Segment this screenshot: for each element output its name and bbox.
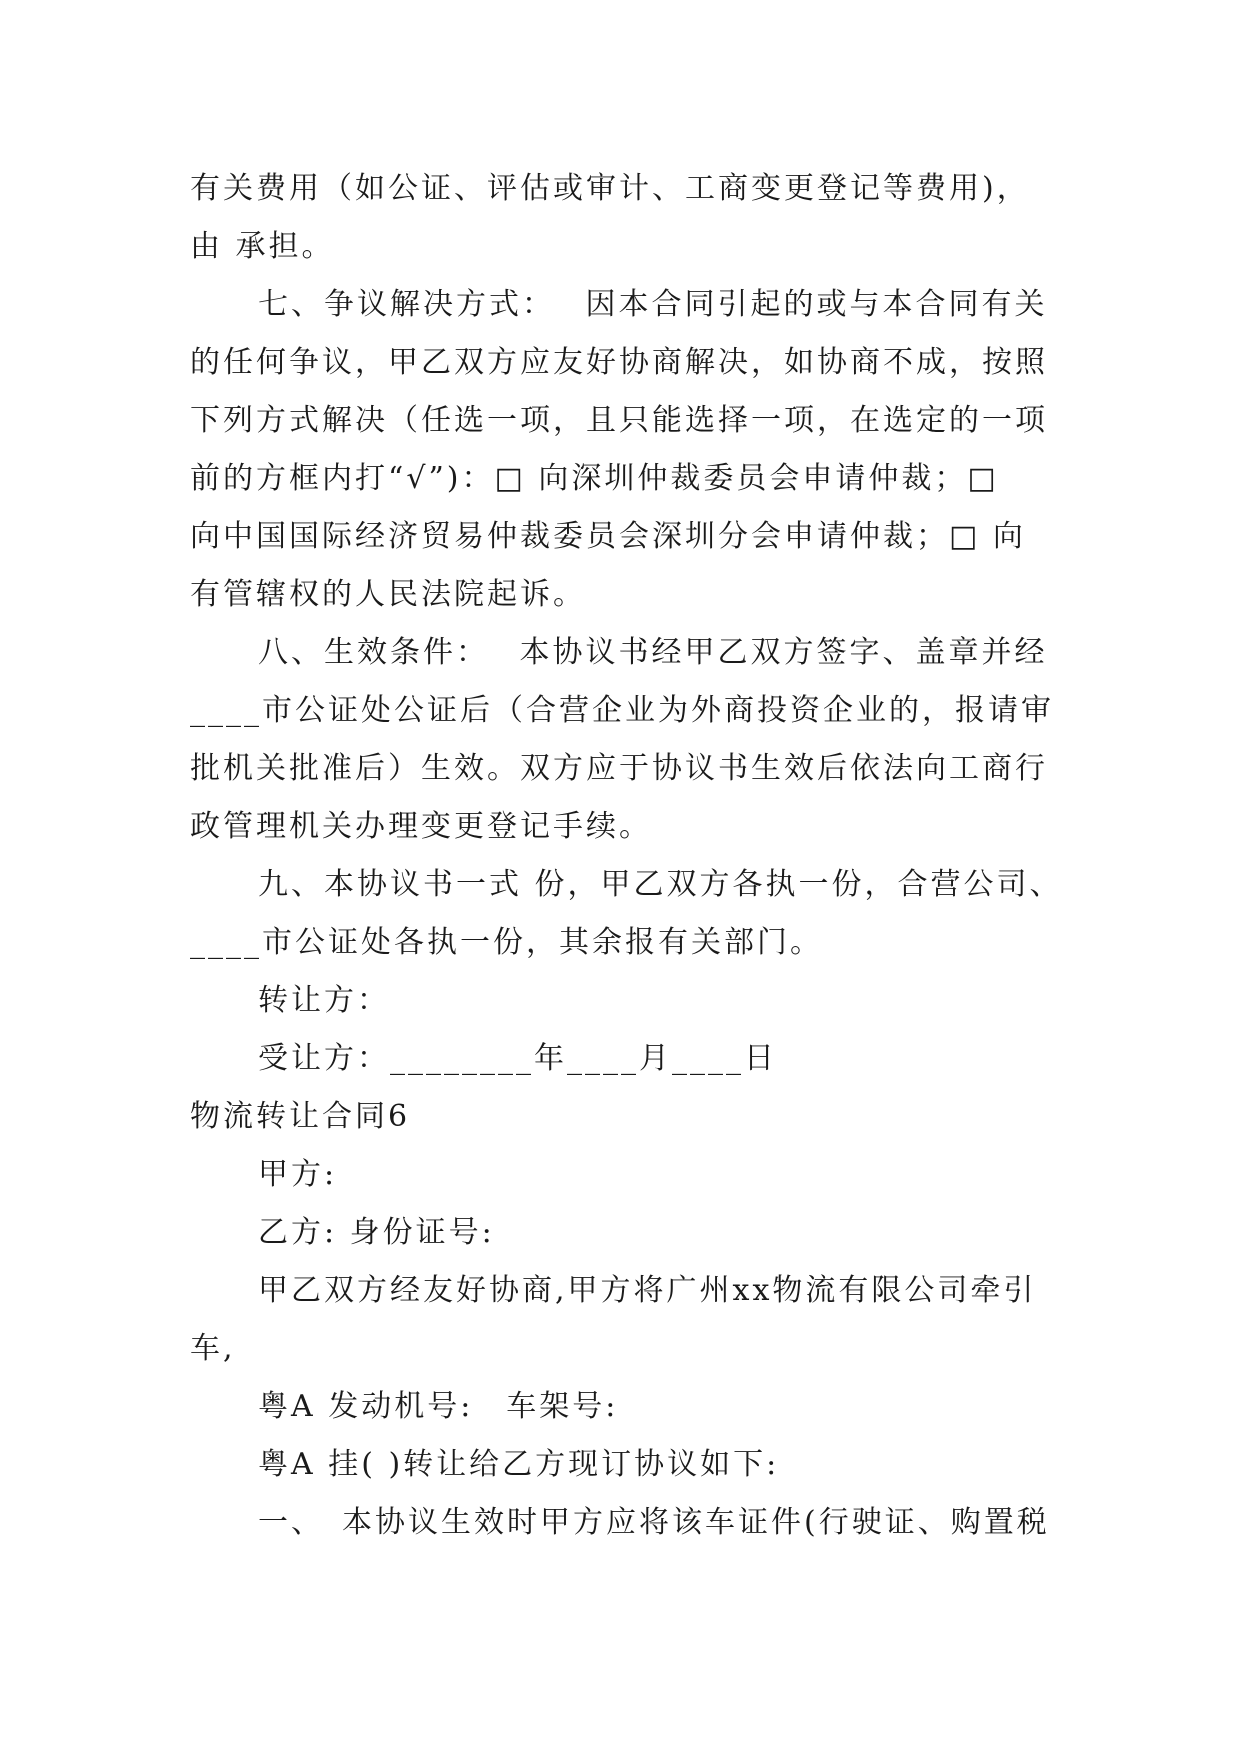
- text-line: 批机关批准后）生效。双方应于协议书生效后依法向工商行: [190, 751, 1048, 786]
- text-line: 甲乙双方经友好协商,甲方将广州xx物流有限公司牵引: [258, 1273, 1037, 1308]
- text-line: 有关费用（如公证、评估或审计、工商变更登记等费用)，: [190, 171, 1030, 206]
- vehicle-engine-line: 粤A 发动机号: 车架号:: [258, 1389, 619, 1424]
- section-heading-line: 九、本协议书一式 份，甲乙双方各执一份，合营公司、: [258, 867, 1063, 902]
- clause-one-line: 一、 本协议生效时甲方应将该车证件(行驶证、购置税: [258, 1505, 1050, 1540]
- text-line: 政管理机关办理变更登记手续。: [190, 809, 652, 844]
- signature-transferee-date-line: 受让方：________年____月____日: [258, 1041, 777, 1076]
- document-body: [190, 160, 1063, 1552]
- text-line: ____市公证处公证后（合营企业为外商投资企业的，报请审: [190, 693, 1054, 728]
- text-line: 前的方框内打“√”)：□ 向深圳仲裁委员会申请仲裁；□: [190, 461, 999, 496]
- text-line: 向中国国际经济贸易仲裁委员会深圳分会申请仲裁；□ 向: [190, 519, 1026, 554]
- section-heading-line: 七、争议解决方式： 因本合同引起的或与本合同有关: [258, 287, 1048, 322]
- text-line: 有管辖权的人民法院起诉。: [190, 577, 586, 612]
- party-b-line: 乙方: 身份证号:: [258, 1215, 495, 1250]
- text-line: 车,: [190, 1331, 236, 1366]
- contract-title: 物流转让合同6: [190, 1099, 411, 1134]
- section-heading-line: 八、生效条件： 本协议书经甲乙双方签字、盖章并经: [258, 635, 1048, 670]
- signature-transferor-line: 转让方：: [258, 983, 390, 1018]
- vehicle-trailer-line: 粤A 挂( )转让给乙方现订协议如下:: [258, 1447, 780, 1482]
- text-line: 下列方式解决（任选一项，且只能选择一项，在选定的一项: [190, 403, 1048, 438]
- party-a-line: 甲方:: [258, 1157, 338, 1192]
- text-line: ____市公证处各执一份，其余报有关部门。: [190, 925, 823, 960]
- text-line: 由 承担。: [190, 229, 335, 264]
- text-line: 的任何争议，甲乙双方应友好协商解决，如协商不成，按照: [190, 345, 1048, 380]
